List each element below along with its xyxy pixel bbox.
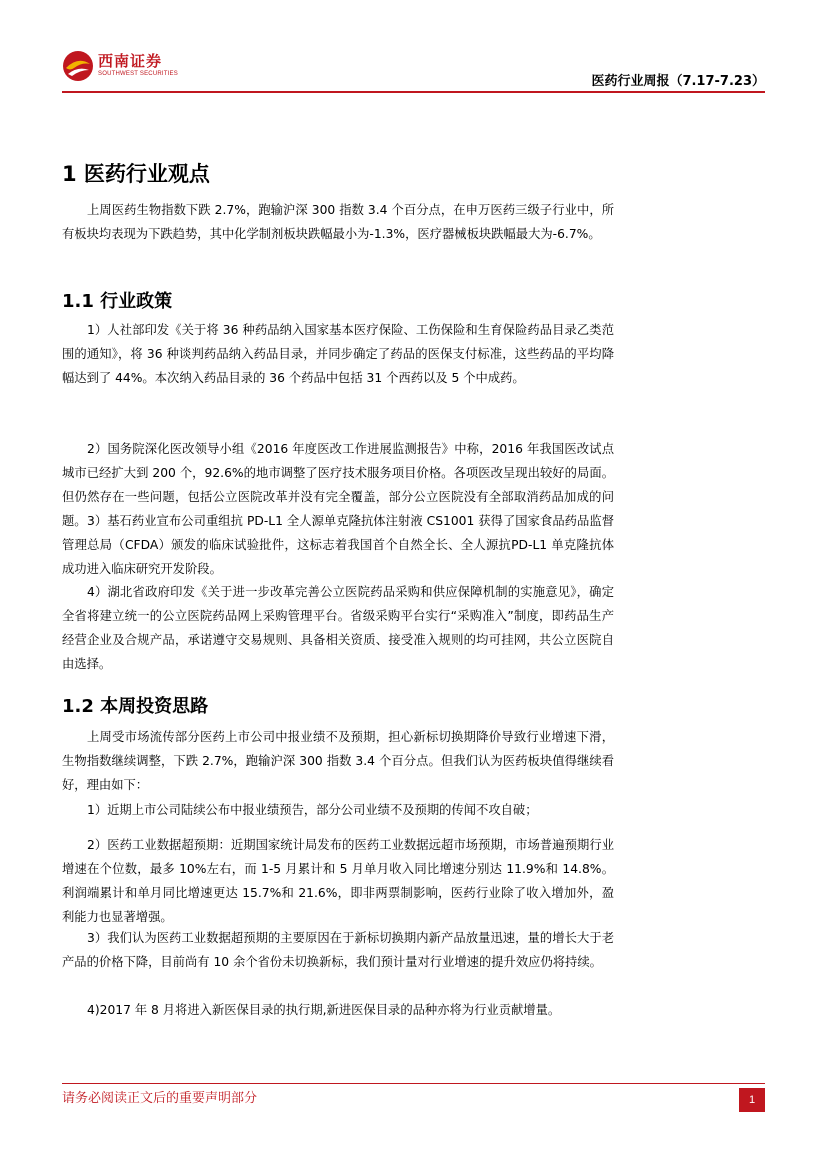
investment-paragraph-4: 3）我们认为医药工业数据超预期的主要原因在于新标切换期内新产品放量迅速，量的增长大于老产品的价格下降，目前尚有 10 余个省份未切换新标，我们预计量对行业增速的提升效应仍将持续。 — [62, 931, 614, 969]
section-1-1-heading: 1.1 行业政策 — [62, 291, 173, 312]
section-1-2-heading: 1.2 本周投资思路 — [62, 696, 209, 717]
disclaimer-note: 请务必阅读正文后的重要声明部分 — [62, 1091, 258, 1106]
footer-divider — [62, 1083, 765, 1084]
section-1-heading: 1 医药行业观点 — [62, 162, 210, 186]
page-number: 1 — [739, 1088, 765, 1112]
policy-paragraph-3: 3）基石药业宣布公司重组抗 PD-L1 全人源单克隆抗体注射液 CS1001 获得了国家食品药品监督管理总局（CFDA）颁发的临床试验批件，这标志着我国首个自然全长、全人源抗PD-L1 单克隆抗体成功进入临床研究开发阶段。 — [62, 514, 614, 576]
policy-paragraph-2: 2）国务院深化医改领导小组《2016 年度医改工作进展监测报告》中称，2016 年我国医改试点城市已经扩大到 200 个，92.6%的地市调整了医疗技术服务项目价格。各项医改呈现出较好的局面。但仍然存在一些问题，包括公立医院改革并没有完全覆盖，部分公立医院没有全部取消药品加成的问题。 — [62, 442, 614, 528]
policy-paragraph-4: 4）湖北省政府印发《关于进一步改革完善公立医院药品采购和供应保障机制的实施意见》，确定全省将建立统一的公立医院药品网上采购管理平台。省级采购平台实行“采购准入”制度，即药品生产经营企业及合规产品，承诺遵守交易规则、具备相关资质、接受准入规则的均可挂网，共公立医院自由选择。 — [62, 585, 614, 671]
investment-paragraph-1: 上周受市场流传部分医药上市公司中报业绩不及预期，担心新标切换期降价导致行业增速下滑，生物指数继续调整，下跌 2.7%，跑输沪深 300 指数 3.4 个百分点。但我们认为医药板块值得继续看好，理由如下： — [62, 730, 614, 792]
logo-chinese-name: 西南证券 — [98, 52, 163, 70]
report-title: 医药行业周报（7.17-7.23） — [591, 74, 765, 89]
policy-paragraph-1: 1）人社部印发《关于将 36 种药品纳入国家基本医疗保险、工伤保险和生育保险药品目录乙类范围的通知》，将 36 种谈判药品纳入药品目录，并同步确定了药品的医保支付标准，这些药品的平均降幅达到了 44%。本次纳入药品目录的 36 个药品中包括 31 个西药以及 5 个中成药。 — [62, 323, 614, 385]
logo-mark-icon — [62, 50, 94, 82]
investment-paragraph-2: 1）近期上市公司陆续公布中报业绩预告，部分公司业绩不及预期的传闻不攻自破； — [87, 803, 538, 817]
section-1-intro: 上周医药生物指数下跌 2.7%，跑输沪深 300 指数 3.4 个百分点，在申万医药三级子行业中，所有板块均表现为下跌趋势，其中化学制剂板块跌幅最小为-1.3%，医疗器械板块跌幅最大为-6.7%。 — [62, 203, 614, 241]
header-divider — [62, 91, 765, 93]
company-logo — [62, 50, 182, 84]
investment-paragraph-5: 4)2017 年 8 月将进入新医保目录的执行期,新进医保目录的品种亦将为行业贡献增量。 — [87, 1003, 561, 1017]
page-header — [0, 0, 827, 100]
investment-paragraph-3: 2）医药工业数据超预期：近期国家统计局发布的医药工业数据远超市场预期，市场普遍预期行业增速在个位数，最多 10%左右，而 1-5 月累计和 5 月单月收入同比增速分别达 11.9%和 14.8%。利润端累计和单月同比增速更达 15.7%和 21.6%，即非两票制影响，医药行业除了收入增加外，盈利能力也显著增强。 — [62, 838, 614, 924]
logo-english-name: SOUTHWEST SECURITIES — [98, 71, 178, 77]
